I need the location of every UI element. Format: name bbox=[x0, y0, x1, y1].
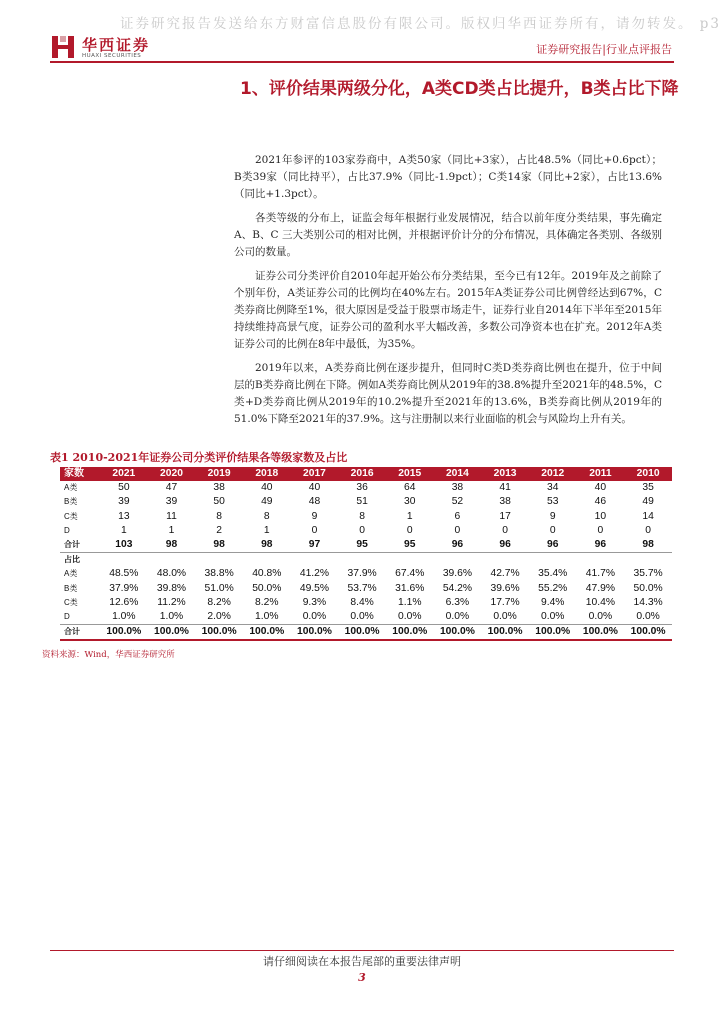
table-cell: 37.9% bbox=[109, 582, 139, 594]
table-cell: 100.0% bbox=[243, 625, 291, 641]
table-cell: 14.3% bbox=[633, 596, 663, 608]
classification-table bbox=[60, 467, 672, 641]
table-cell: 48.0% bbox=[156, 568, 187, 580]
table-cell: 48 bbox=[308, 496, 321, 508]
legal-disclaimer: 请仔细阅读在本报告尾部的重要法律声明 bbox=[263, 955, 461, 968]
table-cell: 41.7% bbox=[585, 568, 615, 580]
table-cell: 50 bbox=[213, 496, 225, 508]
row-label: A类 bbox=[64, 483, 78, 493]
year-header: 2011 bbox=[577, 467, 625, 481]
table-cell: 6 bbox=[454, 510, 461, 522]
table-cell: 1.0% bbox=[159, 611, 184, 623]
table-row bbox=[60, 510, 672, 524]
table-cell: 31.6% bbox=[395, 582, 425, 594]
table-cell: 53 bbox=[547, 496, 559, 508]
table-cell: 52 bbox=[451, 496, 464, 508]
year-header: 2012 bbox=[529, 467, 577, 481]
table-cell: 36 bbox=[356, 482, 368, 494]
share-total-row bbox=[60, 625, 672, 641]
table-cell: 0.0% bbox=[493, 611, 517, 623]
table-cell: 0.0% bbox=[445, 611, 470, 623]
row-label: C类 bbox=[64, 597, 78, 607]
table-cell: 96 bbox=[577, 538, 625, 553]
table-cell: 17.7% bbox=[490, 596, 520, 608]
table-cell: 49.5% bbox=[299, 582, 330, 594]
table-cell: 100.0% bbox=[529, 625, 577, 641]
page-number: 3 bbox=[358, 971, 366, 984]
table-cell: 96 bbox=[529, 538, 577, 553]
empty-cell bbox=[100, 553, 672, 568]
table-cell: 11 bbox=[166, 510, 177, 522]
table-cell: 8.4% bbox=[350, 596, 374, 608]
table-cell: 100.0% bbox=[434, 625, 482, 641]
table-cell: 0 bbox=[645, 524, 651, 536]
table-cell: 40 bbox=[261, 482, 273, 494]
paragraph: 2021年参评的103家券商中，A类50家（同比+3家），占比48.5%（同比+0.6pct）；B类39家（同比持平），占比37.9%（同比-1.9pct）；C类14家（同比+2家），占比13.6%（同比+1.3pct）。 bbox=[234, 154, 662, 200]
table-cell: 8 bbox=[216, 510, 222, 522]
row-label: 合计 bbox=[60, 625, 100, 641]
table-cell: 37.9% bbox=[347, 568, 377, 580]
table-cell: 39.6% bbox=[490, 582, 520, 594]
table-cell: 9.4% bbox=[540, 596, 565, 608]
table-cell: 2.0% bbox=[207, 611, 231, 623]
table-cell: 39 bbox=[118, 496, 130, 508]
table-cell: 12.6% bbox=[109, 596, 139, 608]
table-cell: 9 bbox=[311, 510, 318, 522]
table-cell: 38 bbox=[499, 496, 511, 508]
logo-english-name: HUAXI SECURITIES bbox=[82, 53, 142, 59]
table-cell: 38.8% bbox=[204, 568, 234, 580]
table-row bbox=[60, 524, 672, 538]
row-label: B类 bbox=[64, 497, 78, 507]
year-header: 2018 bbox=[243, 467, 291, 481]
year-header: 2019 bbox=[195, 467, 243, 481]
table-cell: 0.0% bbox=[398, 611, 422, 623]
row-label: A类 bbox=[64, 569, 78, 579]
table-cell: 97 bbox=[291, 538, 339, 553]
table-cell: 1.0% bbox=[112, 611, 136, 623]
table-cell: 100.0% bbox=[624, 625, 672, 641]
header-label: 家数 bbox=[60, 467, 100, 481]
table-cell: 41 bbox=[499, 482, 511, 494]
table-cell: 48.5% bbox=[109, 568, 139, 580]
table-row bbox=[60, 596, 672, 610]
table-cell: 10.4% bbox=[585, 596, 615, 608]
table-cell: 100.0% bbox=[386, 625, 434, 641]
table-cell: 47 bbox=[165, 482, 178, 494]
table-row bbox=[60, 567, 672, 581]
table-cell: 103 bbox=[100, 538, 148, 553]
row-label: B类 bbox=[64, 583, 78, 593]
table-cell: 0.0% bbox=[540, 611, 565, 623]
table-cell: 1.1% bbox=[398, 596, 422, 608]
table-cell: 34 bbox=[547, 482, 559, 494]
table-cell: 50 bbox=[118, 482, 130, 494]
table-cell: 1 bbox=[168, 524, 175, 536]
table-cell: 50.0% bbox=[252, 582, 282, 594]
table-cell: 13 bbox=[118, 510, 130, 522]
table-cell: 39 bbox=[165, 496, 178, 508]
table-cell: 38 bbox=[213, 482, 225, 494]
table-cell: 64 bbox=[404, 482, 416, 494]
table-cell: 98 bbox=[195, 538, 243, 553]
share-label: 占比 bbox=[64, 555, 80, 565]
row-label: D bbox=[64, 612, 70, 622]
count-total-row bbox=[60, 538, 672, 553]
huaxi-logo-icon bbox=[50, 34, 76, 60]
table-cell: 30 bbox=[404, 496, 416, 508]
table-cell: 100.0% bbox=[291, 625, 339, 641]
year-header: 2020 bbox=[148, 467, 196, 481]
table-cell: 98 bbox=[243, 538, 291, 553]
table-cell: 0 bbox=[406, 524, 413, 536]
row-label: D bbox=[64, 525, 70, 535]
table-row bbox=[60, 610, 672, 625]
table-cell: 8.2% bbox=[255, 596, 279, 608]
table-cell: 50.0% bbox=[633, 582, 663, 594]
row-label: 合计 bbox=[60, 538, 100, 553]
body-text bbox=[234, 152, 662, 435]
table-cell: 0 bbox=[597, 524, 604, 536]
table-caption: 表1 2010-2021年证券公司分类评价结果各等级家数及占比 bbox=[50, 451, 348, 464]
table-cell: 0 bbox=[311, 524, 318, 536]
table-cell: 100.0% bbox=[338, 625, 386, 641]
section-title: 1、评价结果两级分化，A类CD类占比提升，B类占比下降 bbox=[240, 79, 679, 99]
table-header-row bbox=[60, 467, 672, 481]
table-cell: 10 bbox=[594, 510, 607, 522]
table-cell: 1 bbox=[263, 524, 270, 536]
table-cell: 35 bbox=[642, 482, 654, 494]
table-cell: 98 bbox=[624, 538, 672, 553]
table-cell: 0 bbox=[454, 524, 461, 536]
company-logo bbox=[50, 34, 160, 62]
table-cell: 1.0% bbox=[255, 611, 279, 623]
table-cell: 8.2% bbox=[207, 596, 231, 608]
table-cell: 9.3% bbox=[302, 596, 327, 608]
table-cell: 8 bbox=[263, 510, 270, 522]
footer-divider bbox=[50, 950, 674, 951]
table-cell: 49 bbox=[261, 496, 273, 508]
table-cell: 53.7% bbox=[347, 582, 377, 594]
table-cell: 98 bbox=[148, 538, 196, 553]
table-cell: 41.2% bbox=[299, 568, 330, 580]
table-cell: 0.0% bbox=[588, 611, 613, 623]
table-cell: 55.2% bbox=[538, 582, 568, 594]
table-cell: 100.0% bbox=[148, 625, 196, 641]
table-cell: 40 bbox=[308, 482, 321, 494]
year-header: 2021 bbox=[100, 467, 148, 481]
table-cell: 6.3% bbox=[445, 596, 470, 608]
table-cell: 1 bbox=[406, 510, 413, 522]
table-row bbox=[60, 495, 672, 509]
table-cell: 0 bbox=[549, 524, 556, 536]
watermark-text: 证券研究报告发送给东方财富信息股份有限公司。版权归华西证券所有，请勿转发。 p3 bbox=[120, 16, 722, 32]
table-cell: 42.7% bbox=[490, 568, 520, 580]
paragraph: 2019年以来，A类券商比例在逐步提升，但同时C类D类券商比例也在提升，位于中间层的B类券商比例在下降。例如A类券商比例从2019年的38.8%提升至2021年的48.5%，C类+D类券商比例从2019年的10.2%提升至2021年的13.6%，B类券商比例从2019年的51.0%下降至2021年的37.9%。这与注册制以来行业面临的机会与风险均上升有关。 bbox=[234, 362, 662, 425]
year-header: 2015 bbox=[386, 467, 434, 481]
table-cell: 17 bbox=[499, 510, 511, 522]
report-type-label: 证券研究报告|行业点评报告 bbox=[536, 43, 672, 56]
share-subheader-row bbox=[60, 553, 672, 568]
table-cell: 8 bbox=[359, 510, 365, 522]
table-cell: 9 bbox=[549, 510, 556, 522]
source-note: 资料来源：Wind，华西证券研究所 bbox=[42, 650, 175, 660]
table-cell: 1 bbox=[120, 524, 127, 536]
table-cell: 47.9% bbox=[585, 582, 615, 594]
table-cell: 35.4% bbox=[538, 568, 568, 580]
year-header: 2013 bbox=[481, 467, 529, 481]
logo-chinese-name: 华西证券 bbox=[82, 36, 151, 54]
paragraph: 证券公司分类评价自2010年起开始公布分类结果，至今已有12年。2019年及之前除了个别年份，A类证券公司的比例均在40%左右。2015年A类证券公司比例曾经达到67%，C类券商比例降至1%，很大原因是受益于股票市场走牛，证券行业自2014年下半年至2015年持续维持高景气度，证券公司的盈利水平大幅改善，多数公司净资本也在扩充。2012年A类证券公司的比例在8年中最低，为35%。 bbox=[234, 270, 662, 350]
table-cell: 46 bbox=[594, 496, 607, 508]
table-cell: 96 bbox=[434, 538, 482, 553]
table-cell: 0 bbox=[359, 524, 365, 536]
table-cell: 67.4% bbox=[395, 568, 425, 580]
table-cell: 0.0% bbox=[636, 611, 660, 623]
year-header: 2016 bbox=[338, 467, 386, 481]
row-label: C类 bbox=[64, 511, 78, 521]
table-cell: 0 bbox=[502, 524, 508, 536]
table-cell: 0.0% bbox=[350, 611, 374, 623]
table-cell: 11.2% bbox=[157, 596, 186, 608]
table-cell: 95 bbox=[386, 538, 434, 553]
table-cell: 95 bbox=[338, 538, 386, 553]
table-cell: 40.8% bbox=[252, 568, 282, 580]
header-divider bbox=[50, 61, 674, 63]
table-cell: 100.0% bbox=[100, 625, 148, 641]
paragraph: 各类等级的分布上，证监会每年根据行业发展情况，结合以前年度分类结果，事先确定A、B、C 三大类别公司的相对比例，并根据评价计分的分布情况，具体确定各类别、各级别公司的数量。 bbox=[234, 212, 662, 258]
year-header: 2010 bbox=[624, 467, 672, 481]
table-row bbox=[60, 582, 672, 596]
table-cell: 40 bbox=[594, 482, 607, 494]
table-cell: 51 bbox=[356, 496, 368, 508]
table-cell: 100.0% bbox=[577, 625, 625, 641]
table-cell: 100.0% bbox=[195, 625, 243, 641]
table-cell: 100.0% bbox=[481, 625, 529, 641]
table-cell: 49 bbox=[642, 496, 654, 508]
table-cell: 39.6% bbox=[442, 568, 473, 580]
table-cell: 35.7% bbox=[633, 568, 663, 580]
table-cell: 0.0% bbox=[302, 611, 327, 623]
table-cell: 38 bbox=[451, 482, 464, 494]
year-header: 2017 bbox=[291, 467, 339, 481]
table-row bbox=[60, 481, 672, 495]
table-cell: 54.2% bbox=[442, 582, 473, 594]
year-header: 2014 bbox=[434, 467, 482, 481]
table-cell: 39.8% bbox=[156, 582, 187, 594]
table-cell: 51.0% bbox=[204, 582, 234, 594]
table-cell: 14 bbox=[642, 510, 654, 522]
table-cell: 2 bbox=[216, 524, 222, 536]
table-cell: 96 bbox=[481, 538, 529, 553]
